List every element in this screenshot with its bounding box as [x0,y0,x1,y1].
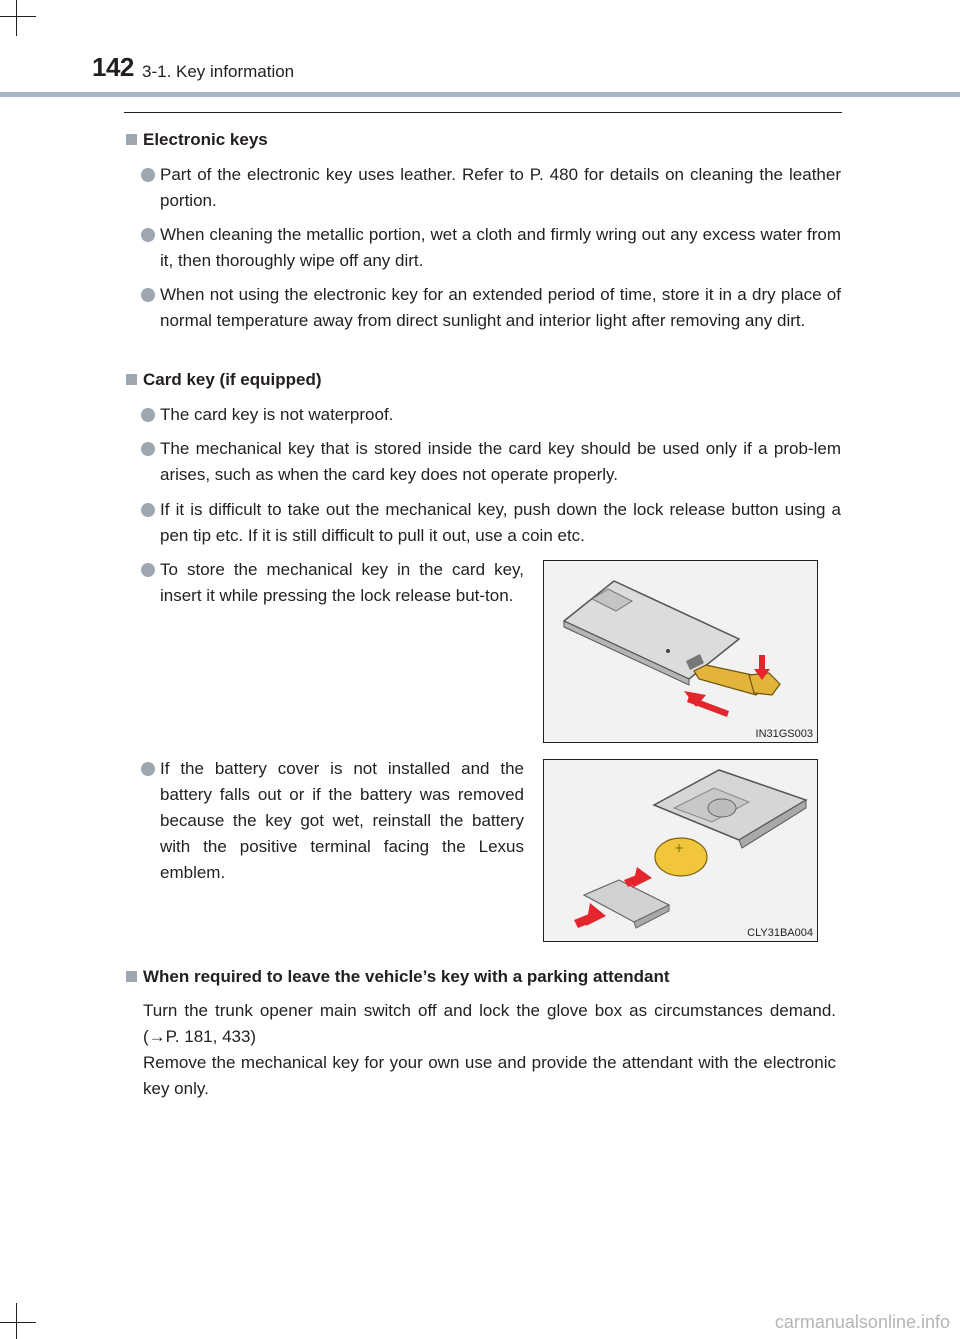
section-title: 3-1. Key information [142,62,295,81]
bullet-icon [141,563,155,577]
list-item: Part of the electronic key uses leather. Refer to P. 480 for details on cleaning the leather portion. [141,162,841,214]
heading-parking-attendant: When required to leave the vehicle’s key with a parking attendant [126,967,670,987]
list-item: If the battery cover is not installed and the battery falls out or if the battery was removed because the key got wet, reinstall the battery with the positive terminal facing the Lexus emblem. [141,756,524,886]
list-item: If it is difficult to take out the mechanical key, push down the lock release button using a pen tip etc. If it is still difficult to pull it out, use a coin etc. [141,497,841,549]
header-bar [0,92,960,97]
list-item: When cleaning the metallic portion, wet a cloth and firmly wring out any excess water from it, then thoroughly wipe off any dirt. [141,222,841,274]
list-item: The card key is not waterproof. [141,402,841,428]
figure-battery-install [543,759,818,942]
list-item: The mechanical key that is stored inside the card key should be used only if a prob-lem arises, such as when the card key does not operate properly. [141,436,841,488]
list-item: To store the mechanical key in the card key, insert it while pressing the lock release but-ton. [141,557,524,609]
square-bullet-icon [126,134,137,145]
crop-mark [16,1303,17,1339]
list-item: When not using the electronic key for an extended period of time, store it in a dry place of normal temperature away from direct sunlight and interior light after removing any dirt. [141,282,841,334]
heading-electronic-keys: Electronic keys [126,130,268,150]
bullet-icon [141,442,155,456]
divider [124,112,842,113]
crop-mark [16,0,17,36]
paragraph: Remove the mechanical key for your own use and provide the attendant with the electronic key only. [143,1053,836,1098]
crop-mark [0,1322,36,1323]
bullet-icon [141,168,155,182]
crop-mark [0,16,36,17]
bullet-icon [141,762,155,776]
figure-code: CLY31BA004 [747,927,813,939]
paragraph: Turn the trunk opener main switch off and lock the glove box as circumstances demand. (→P. 181, 433) [143,1001,836,1046]
bullet-icon [141,503,155,517]
square-bullet-icon [126,971,137,982]
square-bullet-icon [126,374,137,385]
watermark: carmanualsonline.info [774,1312,950,1332]
page-number: 142 [92,52,134,82]
svg-text:+: + [674,841,685,855]
bullet-icon [141,288,155,302]
heading-card-key: Card key (if equipped) [126,370,322,390]
figure-card-key-insert [543,560,818,743]
card-key-insert-illustration-icon [544,561,817,742]
figure-code: IN31GS003 [755,728,813,740]
bullet-icon [141,408,155,422]
bullet-icon [141,228,155,242]
battery-install-illustration-icon [544,760,817,941]
